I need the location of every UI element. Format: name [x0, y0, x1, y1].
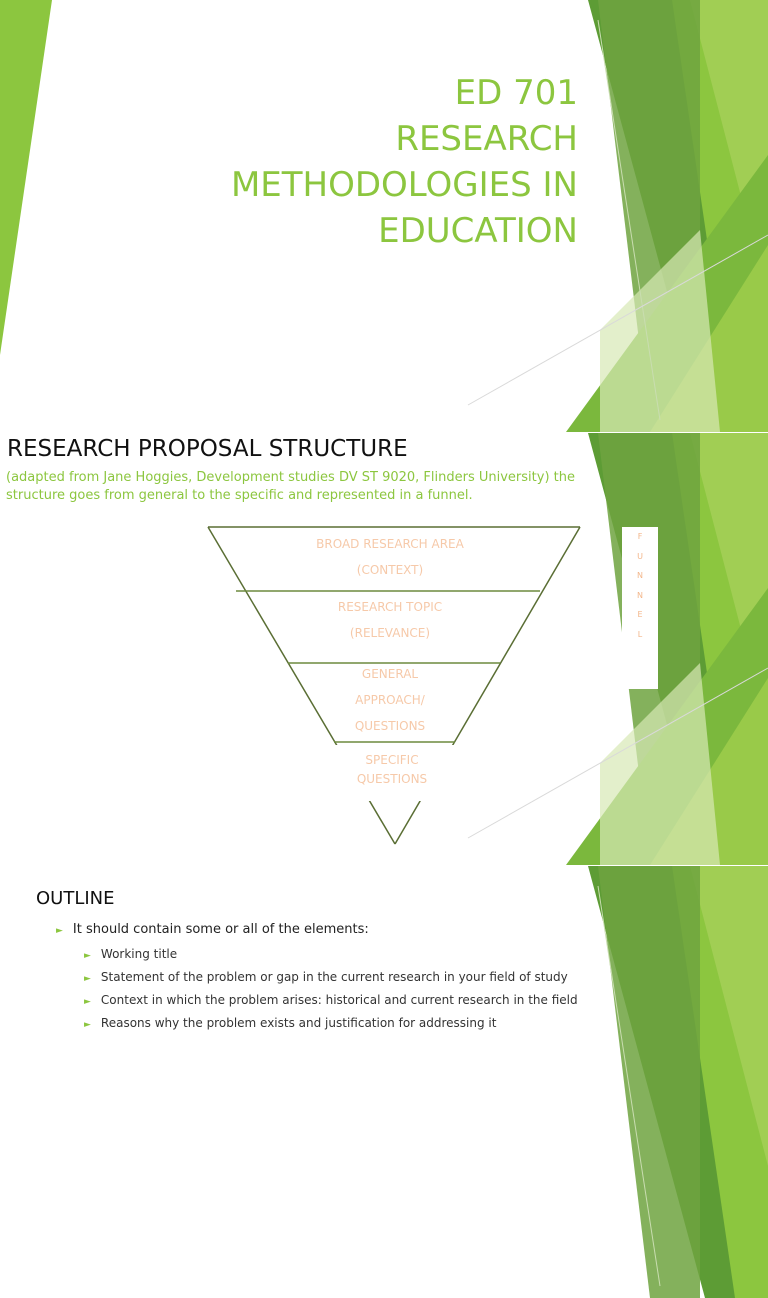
slide-subtitle: (adapted from Jane Hoggies, Development studies DV ST 9020, Flinders University) the structure goes from general to the specific and represented in a funnel.: [6, 470, 575, 503]
funnel-level-text: QUESTIONS: [354, 719, 426, 733]
sub-bullet-text: Reasons why the problem exists and justification for addressing it: [100, 1016, 497, 1030]
funnel-level-text: RESEARCH TOPIC: [337, 600, 443, 614]
sub-bullet-text: Context in which the problem arises: historical and current research in the field: [100, 993, 578, 1007]
funnel-level-3: [290, 661, 490, 739]
funnel-letter: L: [637, 629, 643, 639]
funnel-level-text: SPECIFIC: [365, 753, 419, 767]
title-slide: [0, 0, 768, 432]
sub-bullet-item: [84, 993, 578, 1007]
funnel-level-text: GENERAL: [361, 667, 419, 681]
funnel-level-text: (RELEVANCE): [349, 626, 431, 640]
bullet-text: It should contain some or all of the elements:: [72, 922, 369, 937]
funnel-letter: E: [637, 610, 643, 619]
funnel-side-label: [622, 527, 658, 689]
bullet-item: [56, 922, 369, 937]
funnel-level-1: [290, 531, 490, 583]
funnel-letter: N: [637, 571, 643, 580]
presentation-title: [231, 70, 578, 254]
funnel-level-text: QUESTIONS: [356, 772, 428, 786]
bullet-arrow-icon: ►: [84, 951, 91, 961]
funnel-level-text: BROAD RESEARCH AREA: [316, 537, 464, 551]
bullet-arrow-icon: ►: [84, 974, 91, 984]
sub-bullet-item: [84, 1016, 496, 1030]
sub-bullet-text: Working title: [100, 947, 178, 961]
funnel-level-2: [290, 594, 490, 646]
title-line: ED 701: [454, 73, 578, 113]
proposal-structure-slide: [0, 433, 768, 865]
funnel-letter: N: [637, 590, 643, 600]
title-line: EDUCATION: [378, 211, 578, 251]
funnel-letter: U: [637, 551, 643, 561]
sub-bullet-item: [84, 947, 177, 961]
bullet-arrow-icon: ►: [84, 997, 91, 1007]
sub-bullet-text: Statement of the problem or gap in the current research in your field of study: [100, 970, 568, 984]
funnel-level-text: (CONTEXT): [356, 563, 424, 577]
funnel-level-4: [292, 751, 492, 789]
slide-title: OUTLINE: [36, 888, 115, 909]
funnel-level-text: APPROACH/: [355, 693, 425, 707]
slide-title: RESEARCH PROPOSAL STRUCTURE: [7, 436, 408, 462]
bullet-arrow-icon: ►: [56, 926, 63, 936]
title-line: METHODOLOGIES IN: [230, 165, 578, 205]
outline-slide: [0, 866, 768, 1030]
sub-bullet-item: [84, 970, 568, 984]
title-line: RESEARCH: [395, 119, 578, 159]
funnel-letter: F: [637, 532, 643, 541]
bullet-arrow-icon: ►: [84, 1020, 91, 1030]
